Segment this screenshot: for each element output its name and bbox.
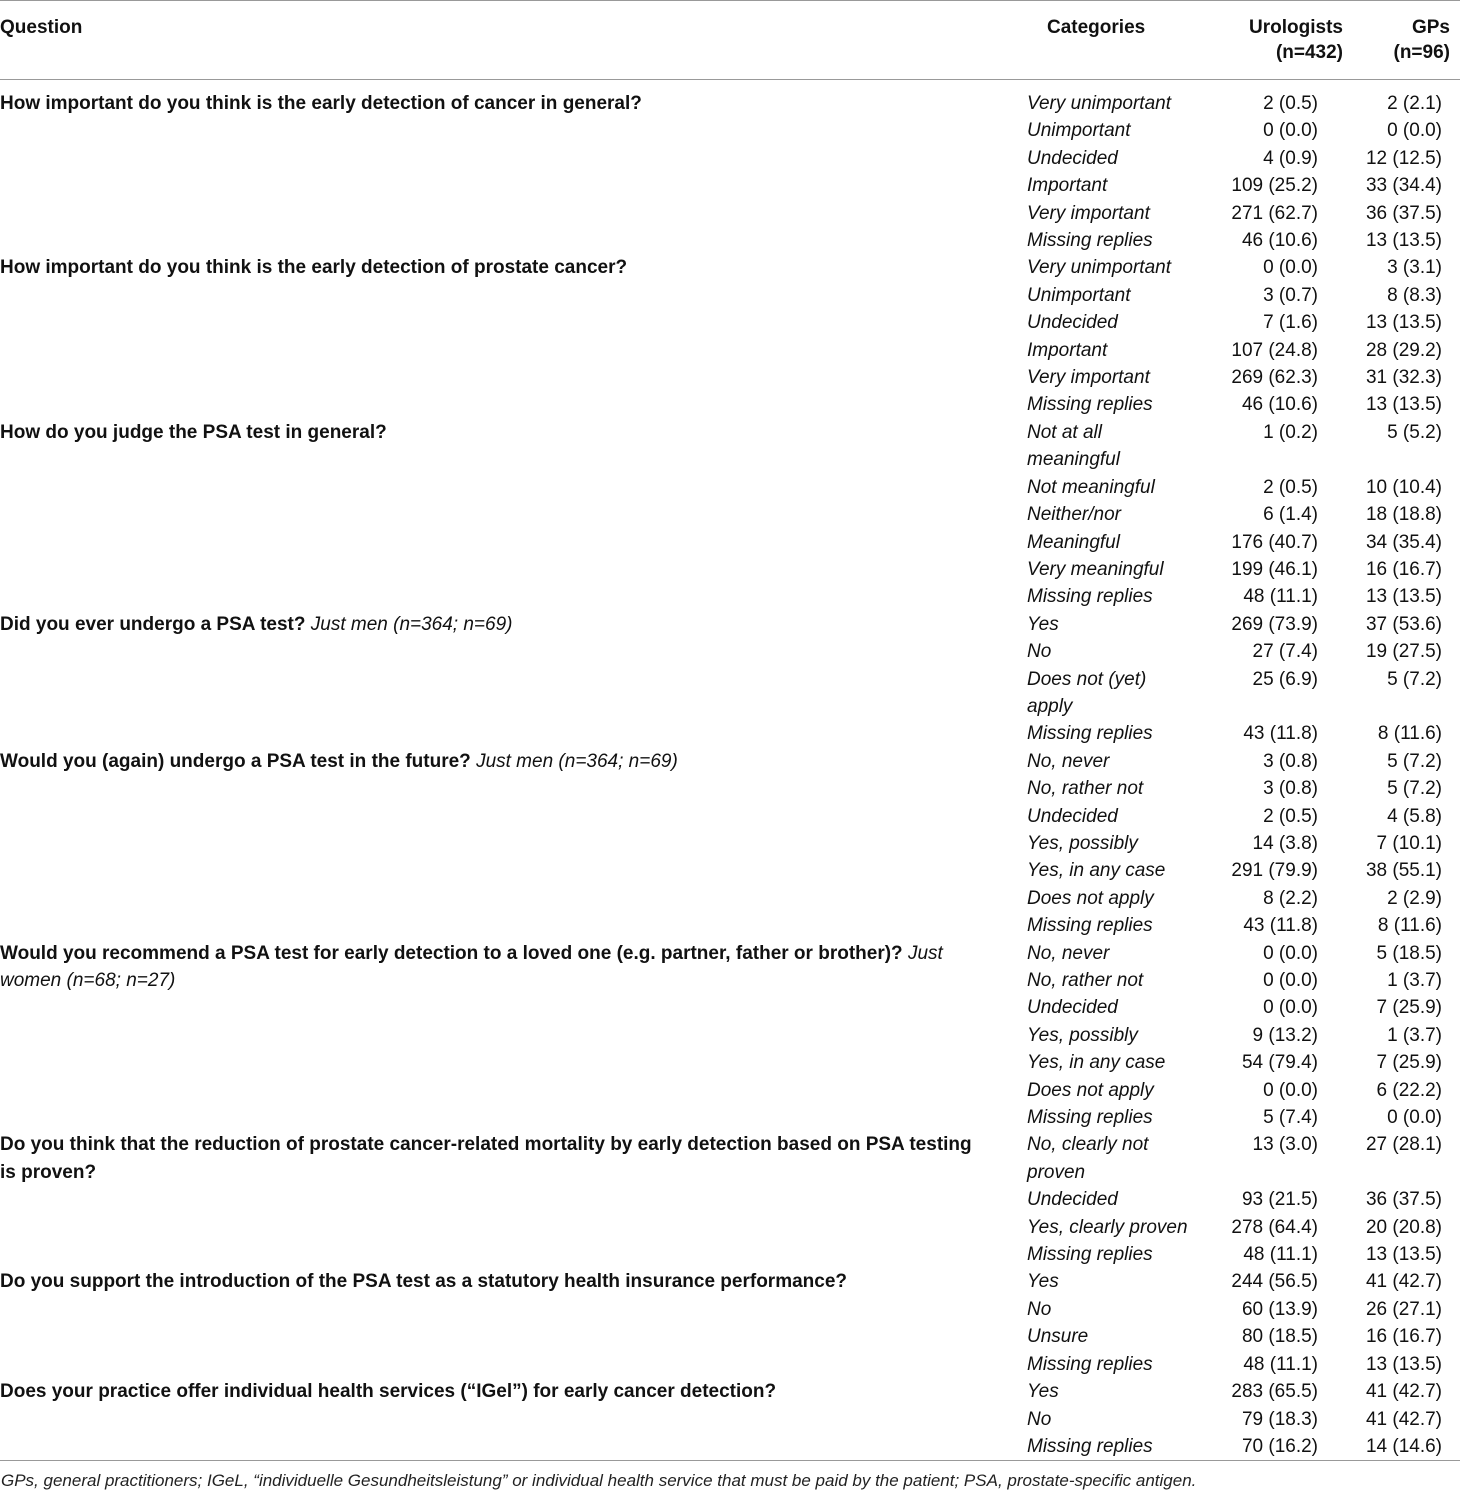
urologists-value-cell: 60 (13.9) [1241,1298,1318,1320]
question-cell [0,80,1012,255]
header-gps-label: GPs [1411,17,1450,38]
urologists-value-cell: 3 (0.8) [1263,778,1318,800]
footnote-row [0,1461,1460,1493]
question-note: Just men (n=364; n=69) [476,750,678,772]
urologists-value-cell: 3 (0.7) [1263,284,1318,306]
category-cell: Yes, clearly proven [1027,1216,1188,1238]
gps-value-cell: 0 (0.0) [1387,120,1442,142]
question-text: Does your practice offer individual health services (“IGel”) for early cancer detection? [0,1381,777,1403]
urologists-value-cell: 109 (25.2) [1231,175,1318,197]
urologists-value-cell: 5 (7.4) [1263,1107,1318,1129]
question-cell [0,1378,1012,1461]
gps-value-cell: 13 (13.5) [1365,586,1442,608]
gps-value-cell: 41 (42.7) [1365,1271,1442,1293]
category-cell: proven [1027,1161,1086,1183]
category-cell: Important [1027,339,1108,361]
gps-value-cell: 8 (11.6) [1377,723,1442,745]
category-cell: Yes [1027,1381,1059,1403]
table-header [0,1,1460,80]
urologists-value-cell: 283 (65.5) [1231,1381,1318,1403]
gps-value-cell: 5 (18.5) [1376,942,1442,964]
gps-value-cell: 41 (42.7) [1365,1408,1442,1430]
urologists-value-cell: 46 (10.6) [1241,230,1318,252]
question-text: Would you (again) undergo a PSA test in the future? [0,750,471,772]
category-cell: Unimportant [1027,120,1131,142]
urologists-value-cell: 107 (24.8) [1231,339,1318,361]
table-body [0,80,1460,1461]
gps-value-cell: 34 (35.4) [1365,531,1442,553]
urologists-value-cell: 244 (56.5) [1231,1271,1318,1293]
gps-value-cell [1353,446,1460,473]
question-cell [0,940,1012,1132]
category-cell: No [1027,641,1052,663]
urologists-value-cell: 43 (11.8) [1243,915,1318,937]
gps-value-cell: 13 (13.5) [1365,230,1442,252]
question-text: Would you recommend a PSA test for early detection to a loved one (e.g. partner, father or brother)? [0,942,903,964]
header-gps-n: (n=96) [1393,42,1450,63]
urologists-value-cell: 3 (0.8) [1263,750,1318,772]
category-cell: No [1027,1298,1052,1320]
category-cell: Missing replies [1027,586,1153,608]
urologists-value-cell [1190,1159,1353,1186]
urologists-value-cell: 54 (79.4) [1241,1052,1318,1074]
urologists-value-cell: 93 (21.5) [1241,1189,1318,1211]
urologists-value-cell: 278 (64.4) [1231,1216,1318,1238]
category-cell: Missing replies [1027,915,1153,937]
gps-value-cell: 41 (42.7) [1365,1381,1442,1403]
question-text: Do you support the introduction of the PSA test as a statutory health insurance performance? [0,1271,848,1293]
urologists-value-cell: 43 (11.8) [1243,723,1318,745]
gps-value-cell: 4 (5.8) [1387,805,1442,827]
category-cell: Does not apply [1027,1079,1154,1101]
category-cell: Missing replies [1027,1353,1153,1375]
category-cell: Missing replies [1027,394,1153,416]
urologists-value-cell: 0 (0.0) [1263,120,1318,142]
urologists-value-cell: 46 (10.6) [1241,394,1318,416]
header-urologists-label: Urologists [1249,17,1343,38]
category-cell: Not at all [1027,421,1102,443]
gps-value-cell: 5 (7.2) [1387,778,1442,800]
urologists-value-cell: 269 (62.3) [1231,367,1318,389]
gps-value-cell: 6 (22.2) [1376,1079,1442,1101]
gps-value-cell: 28 (29.2) [1365,339,1442,361]
gps-value-cell: 0 (0.0) [1387,1107,1442,1129]
table-row [0,254,1460,281]
category-cell: Very unimportant [1027,257,1171,279]
urologists-value-cell: 271 (62.7) [1231,202,1318,224]
category-cell: No, rather not [1027,778,1144,800]
table-row [0,80,1460,118]
gps-value-cell: 13 (13.5) [1365,1244,1442,1266]
gps-value-cell: 5 (7.2) [1387,750,1442,772]
category-cell: Yes, in any case [1027,1052,1166,1074]
category-cell: Unimportant [1027,284,1131,306]
question-note: Just women (n=68; n=27) [0,942,943,991]
question-text: How important do you think is the early detection of cancer in general? [0,93,642,114]
table-row [0,1378,1460,1405]
gps-value-cell: 16 (16.7) [1365,1326,1442,1348]
urologists-value-cell: 79 (18.3) [1241,1408,1318,1430]
category-cell: Missing replies [1027,230,1153,252]
urologists-value-cell [1190,693,1353,720]
gps-value-cell: 19 (27.5) [1365,641,1442,663]
category-cell: Very important [1027,367,1150,389]
category-cell: Very unimportant [1027,93,1171,114]
question-cell [0,254,1012,418]
category-cell: Yes, possibly [1027,1024,1138,1046]
category-cell: Neither/nor [1027,504,1121,526]
category-cell: apply [1027,695,1073,717]
urologists-value-cell [1190,446,1353,473]
question-text: Do you think that the reduction of prostate cancer-related mortality by early detection based on PSA testing is proven? [0,1134,972,1183]
gps-value-cell: 1 (3.7) [1387,1024,1442,1046]
header-urologists-n: (n=432) [1275,42,1343,63]
header-gps [1353,1,1460,80]
table-row [0,1131,1460,1158]
footnote: GPs, general practitioners; IGeL, “individuelle Gesundheitsleistung” or individual health service that must be paid by the patient; PSA, prostate-specific antigen. [0,1461,1460,1493]
urologists-value-cell: 291 (79.9) [1231,860,1318,882]
category-cell: Missing replies [1027,1244,1153,1266]
gps-value-cell [1353,693,1460,720]
gps-value-cell: 27 (28.1) [1365,1134,1442,1156]
urologists-value-cell: 0 (0.0) [1263,970,1318,991]
category-cell: Undecided [1027,997,1118,1019]
category-cell: Not meaningful [1027,476,1155,498]
gps-value-cell: 7 (25.9) [1376,1052,1442,1074]
gps-value-cell: 14 (14.6) [1365,1435,1442,1457]
category-cell: Does not (yet) [1027,668,1147,690]
gps-value-cell: 33 (34.4) [1365,175,1442,197]
header-row [0,1,1460,80]
gps-value-cell: 7 (25.9) [1376,997,1442,1019]
category-cell: Yes, in any case [1027,860,1166,882]
category-cell: No [1027,1408,1052,1430]
urologists-value-cell: 6 (1.4) [1263,504,1318,526]
urologists-value-cell: 25 (6.9) [1252,668,1318,690]
header-categories: Categories [1047,17,1146,38]
gps-value-cell: 2 (2.1) [1387,93,1442,114]
table-row [0,611,1460,638]
urologists-value-cell: 0 (0.0) [1263,257,1318,279]
urologists-value-cell: 48 (11.1) [1243,1244,1318,1266]
gps-value-cell: 3 (3.1) [1387,257,1442,279]
gps-value-cell: 37 (53.6) [1365,613,1442,635]
header-urologists [1190,1,1353,80]
category-cell: No, clearly not [1027,1134,1149,1156]
gps-value-cell: 13 (13.5) [1365,1353,1442,1375]
category-cell: Very meaningful [1027,558,1164,580]
question-cell [0,1131,1012,1268]
urologists-value-cell: 27 (7.4) [1252,641,1318,663]
urologists-value-cell: 199 (46.1) [1231,558,1318,580]
urologists-value-cell: 0 (0.0) [1263,997,1318,1019]
gps-value-cell [1353,1159,1460,1186]
category-cell: Yes, possibly [1027,832,1138,854]
urologists-value-cell: 2 (0.5) [1263,476,1318,498]
table-row [0,419,1460,446]
gps-value-cell: 5 (7.2) [1387,668,1442,690]
question-cell [0,611,1012,748]
question-cell [0,419,1012,611]
urologists-value-cell: 0 (0.0) [1263,1079,1318,1101]
category-cell: Missing replies [1027,723,1153,745]
table-row [0,748,1460,775]
gps-value-cell: 2 (2.9) [1387,887,1442,909]
urologists-value-cell: 176 (40.7) [1231,531,1318,553]
gps-value-cell: 16 (16.7) [1365,558,1442,580]
gps-value-cell: 26 (27.1) [1365,1298,1442,1320]
gps-value-cell: 38 (55.1) [1365,860,1442,882]
category-cell: Undecided [1027,1189,1118,1211]
table-row [0,1268,1460,1295]
gps-value-cell: 7 (10.1) [1376,832,1442,854]
category-cell: Yes [1027,613,1059,635]
category-cell: Undecided [1027,805,1118,827]
category-cell: Important [1027,175,1108,197]
urologists-value-cell: 80 (18.5) [1241,1326,1318,1348]
gps-value-cell: 13 (13.5) [1365,312,1442,334]
category-cell: Very important [1027,202,1150,224]
urologists-value-cell: 8 (2.2) [1263,887,1318,909]
category-cell: No, rather not [1027,970,1144,991]
question-text: Did you ever undergo a PSA test? [0,613,306,635]
gps-value-cell: 36 (37.5) [1365,1189,1442,1211]
category-cell: Undecided [1027,147,1118,169]
gps-value-cell: 20 (20.8) [1365,1216,1442,1238]
urologists-value-cell: 2 (0.5) [1263,805,1318,827]
gps-value-cell: 10 (10.4) [1365,476,1442,498]
urologists-value-cell: 9 (13.2) [1252,1024,1318,1046]
urologists-value-cell: 0 (0.0) [1263,942,1318,964]
urologists-value-cell: 48 (11.1) [1243,586,1318,608]
urologists-value-cell: 48 (11.1) [1243,1353,1318,1375]
category-cell: Unsure [1027,1326,1089,1348]
category-cell: No, never [1027,942,1110,964]
gps-value-cell: 8 (11.6) [1377,915,1442,937]
question-cell [0,1268,1012,1378]
category-cell: No, never [1027,750,1110,772]
gps-value-cell: 13 (13.5) [1365,394,1442,416]
urologists-value-cell: 7 (1.6) [1263,312,1318,334]
gps-value-cell: 36 (37.5) [1365,202,1442,224]
category-cell: Yes [1027,1271,1059,1293]
table-footer [0,1461,1460,1493]
question-note: Just men (n=364; n=69) [310,613,513,635]
question-cell [0,748,1012,940]
gps-value-cell: 1 (3.7) [1387,970,1442,991]
urologists-value-cell: 13 (3.0) [1252,1134,1318,1156]
urologists-value-cell: 14 (3.8) [1252,832,1318,854]
gps-value-cell: 31 (32.3) [1365,367,1442,389]
urologists-value-cell: 4 (0.9) [1263,147,1318,169]
gps-value-cell: 12 (12.5) [1365,147,1442,169]
table-row [0,940,1460,967]
urologists-value-cell: 269 (73.9) [1231,613,1318,635]
category-cell: Undecided [1027,312,1118,334]
category-cell: Meaningful [1027,531,1120,553]
category-cell: meaningful [1027,449,1120,471]
gps-value-cell: 8 (8.3) [1387,284,1442,306]
gps-value-cell: 18 (18.8) [1365,504,1442,526]
category-cell: Does not apply [1027,887,1154,909]
urologists-value-cell: 70 (16.2) [1241,1435,1318,1457]
question-text: How do you judge the PSA test in general? [0,421,387,443]
category-cell: Missing replies [1027,1107,1153,1129]
question-text: How important do you think is the early detection of prostate cancer? [0,257,628,279]
urologists-value-cell: 2 (0.5) [1263,93,1318,114]
header-question: Question [0,17,83,38]
category-cell: Missing replies [1027,1435,1153,1457]
urologists-value-cell: 1 (0.2) [1263,421,1318,443]
gps-value-cell: 5 (5.2) [1387,421,1442,443]
